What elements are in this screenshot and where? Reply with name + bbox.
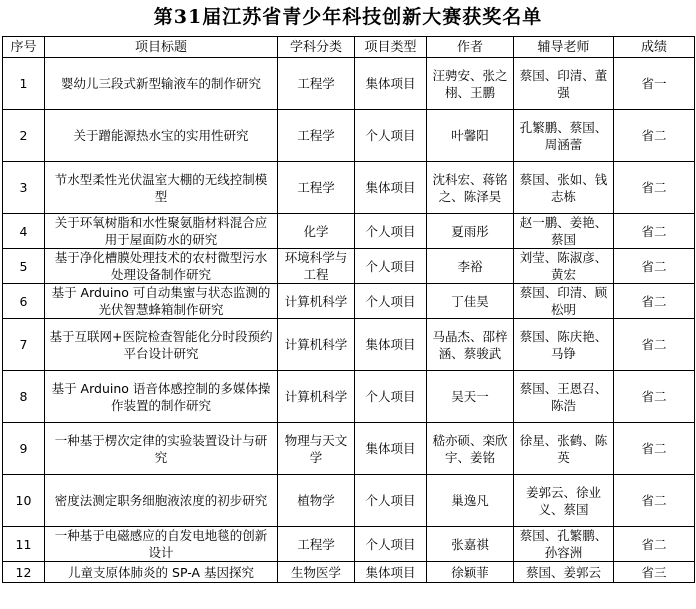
- row-subject: 生物医学: [278, 562, 355, 583]
- row-type: 个人项目: [355, 371, 427, 423]
- table-row: [3, 562, 695, 583]
- table-header-row: [3, 37, 695, 58]
- row-advisors: 蔡国、陈庆艳、马铮: [514, 319, 614, 371]
- row-authors: 巢逸凡: [427, 475, 514, 527]
- table-row: [3, 423, 695, 475]
- row-no: 7: [3, 319, 45, 371]
- row-no: 2: [3, 110, 45, 162]
- table-row: [3, 319, 695, 371]
- row-project: 基于 Arduino 可自动集蜜与状态监测的光伏智慧蜂箱制作研究: [45, 284, 278, 319]
- row-project: 关于环氧树脂和水性聚氨脂材料混合应用于屋面防水的研究: [45, 214, 278, 249]
- row-subject: 工程学: [278, 527, 355, 562]
- row-authors: 沈科宏、蒋铭之、陈泽昊: [427, 162, 514, 214]
- row-advisors: 蔡国、印清、顾松明: [514, 284, 614, 319]
- row-type: 个人项目: [355, 284, 427, 319]
- header-result: 成绩: [614, 37, 695, 58]
- awards-table: [2, 36, 695, 583]
- header-project: 项目标题: [45, 37, 278, 58]
- row-result: 省二: [614, 249, 695, 284]
- row-no: 1: [3, 58, 45, 110]
- row-no: 6: [3, 284, 45, 319]
- row-project: 儿童支原体肺炎的 SP-A 基因探究: [45, 562, 278, 583]
- row-advisors: 孔繁鹏、蔡国、周涵蕾: [514, 110, 614, 162]
- row-authors: 汪骋安、张之栩、王鹏: [427, 58, 514, 110]
- row-subject: 计算机科学: [278, 371, 355, 423]
- row-subject: 工程学: [278, 58, 355, 110]
- row-type: 个人项目: [355, 214, 427, 249]
- row-result: 省二: [614, 214, 695, 249]
- row-type: 集体项目: [355, 162, 427, 214]
- row-advisors: 赵一鹏、姜艳、蔡国: [514, 214, 614, 249]
- row-type: 集体项目: [355, 423, 427, 475]
- row-no: 3: [3, 162, 45, 214]
- row-subject: 计算机科学: [278, 319, 355, 371]
- row-subject: 计算机科学: [278, 284, 355, 319]
- row-subject: 物理与天文学: [278, 423, 355, 475]
- row-result: 省二: [614, 423, 695, 475]
- row-advisors: 蔡国、王恩召、陈浩: [514, 371, 614, 423]
- row-project: 基于互联网+医院检查智能化分时段预约平台设计研究: [45, 319, 278, 371]
- row-subject: 环境科学与工程: [278, 249, 355, 284]
- row-advisors: 蔡国、孔繁鹏、孙容洲: [514, 527, 614, 562]
- row-authors: 叶馨阳: [427, 110, 514, 162]
- row-advisors: 蔡国、张如、钱志栋: [514, 162, 614, 214]
- row-no: 9: [3, 423, 45, 475]
- table-row: [3, 527, 695, 562]
- header-advisors: 辅导老师: [514, 37, 614, 58]
- table-row: [3, 371, 695, 423]
- row-project: 密度法测定职务细胞液浓度的初步研究: [45, 475, 278, 527]
- row-authors: 马晶杰、邵梓涵、蔡骏武: [427, 319, 514, 371]
- row-result: 省二: [614, 527, 695, 562]
- table-row: [3, 162, 695, 214]
- row-result: 省二: [614, 371, 695, 423]
- row-project: 基于净化槽膜处理技术的农村微型污水处理设备制作研究: [45, 249, 278, 284]
- table-row: [3, 58, 695, 110]
- row-project: 基于 Arduino 语音体感控制的多媒体操作装置的制作研究: [45, 371, 278, 423]
- row-subject: 工程学: [278, 162, 355, 214]
- row-no: 12: [3, 562, 45, 583]
- row-authors: 李裕: [427, 249, 514, 284]
- table-row: [3, 214, 695, 249]
- row-type: 个人项目: [355, 110, 427, 162]
- row-authors: 张嘉祺: [427, 527, 514, 562]
- row-project: 节水型柔性光伏温室大棚的无线控制模型: [45, 162, 278, 214]
- row-project: 一种基于电磁感应的自发电地毯的创新设计: [45, 527, 278, 562]
- row-project: 一种基于楞次定律的实验装置设计与研究: [45, 423, 278, 475]
- row-type: 个人项目: [355, 527, 427, 562]
- row-result: 省二: [614, 284, 695, 319]
- row-result: 省三: [614, 562, 695, 583]
- row-result: 省一: [614, 58, 695, 110]
- row-subject: 化学: [278, 214, 355, 249]
- row-no: 4: [3, 214, 45, 249]
- header-type: 项目类型: [355, 37, 427, 58]
- row-project: 婴幼儿三段式新型输液车的制作研究: [45, 58, 278, 110]
- header-authors: 作者: [427, 37, 514, 58]
- row-subject: 工程学: [278, 110, 355, 162]
- row-type: 集体项目: [355, 562, 427, 583]
- row-no: 10: [3, 475, 45, 527]
- table-row: [3, 249, 695, 284]
- row-authors: 吴天一: [427, 371, 514, 423]
- page-title: 第31届江苏省青少年科技创新大赛获奖名单: [153, 6, 543, 28]
- row-result: 省二: [614, 110, 695, 162]
- row-result: 省二: [614, 475, 695, 527]
- row-project: 关于蹭能源热水宝的实用性研究: [45, 110, 278, 162]
- table-row: [3, 110, 695, 162]
- row-no: 8: [3, 371, 45, 423]
- row-authors: 嵇亦硕、栾欣宇、姜铭: [427, 423, 514, 475]
- row-type: 个人项目: [355, 475, 427, 527]
- row-advisors: 蔡国、印清、董强: [514, 58, 614, 110]
- table-row: [3, 475, 695, 527]
- row-advisors: 蔡国、姜郭云: [514, 562, 614, 583]
- row-advisors: 刘莹、陈淑彦、黄宏: [514, 249, 614, 284]
- row-authors: 丁佳昊: [427, 284, 514, 319]
- row-type: 个人项目: [355, 249, 427, 284]
- header-no: 序号: [3, 37, 45, 58]
- row-type: 集体项目: [355, 319, 427, 371]
- row-result: 省二: [614, 319, 695, 371]
- row-no: 5: [3, 249, 45, 284]
- header-subject: 学科分类: [278, 37, 355, 58]
- row-subject: 植物学: [278, 475, 355, 527]
- row-result: 省二: [614, 162, 695, 214]
- table-row: [3, 284, 695, 319]
- row-authors: 夏雨彤: [427, 214, 514, 249]
- row-authors: 徐颖菲: [427, 562, 514, 583]
- row-no: 11: [3, 527, 45, 562]
- row-advisors: 徐星、张鹤、陈英: [514, 423, 614, 475]
- row-type: 集体项目: [355, 58, 427, 110]
- row-advisors: 姜郭云、徐业义、蔡国: [514, 475, 614, 527]
